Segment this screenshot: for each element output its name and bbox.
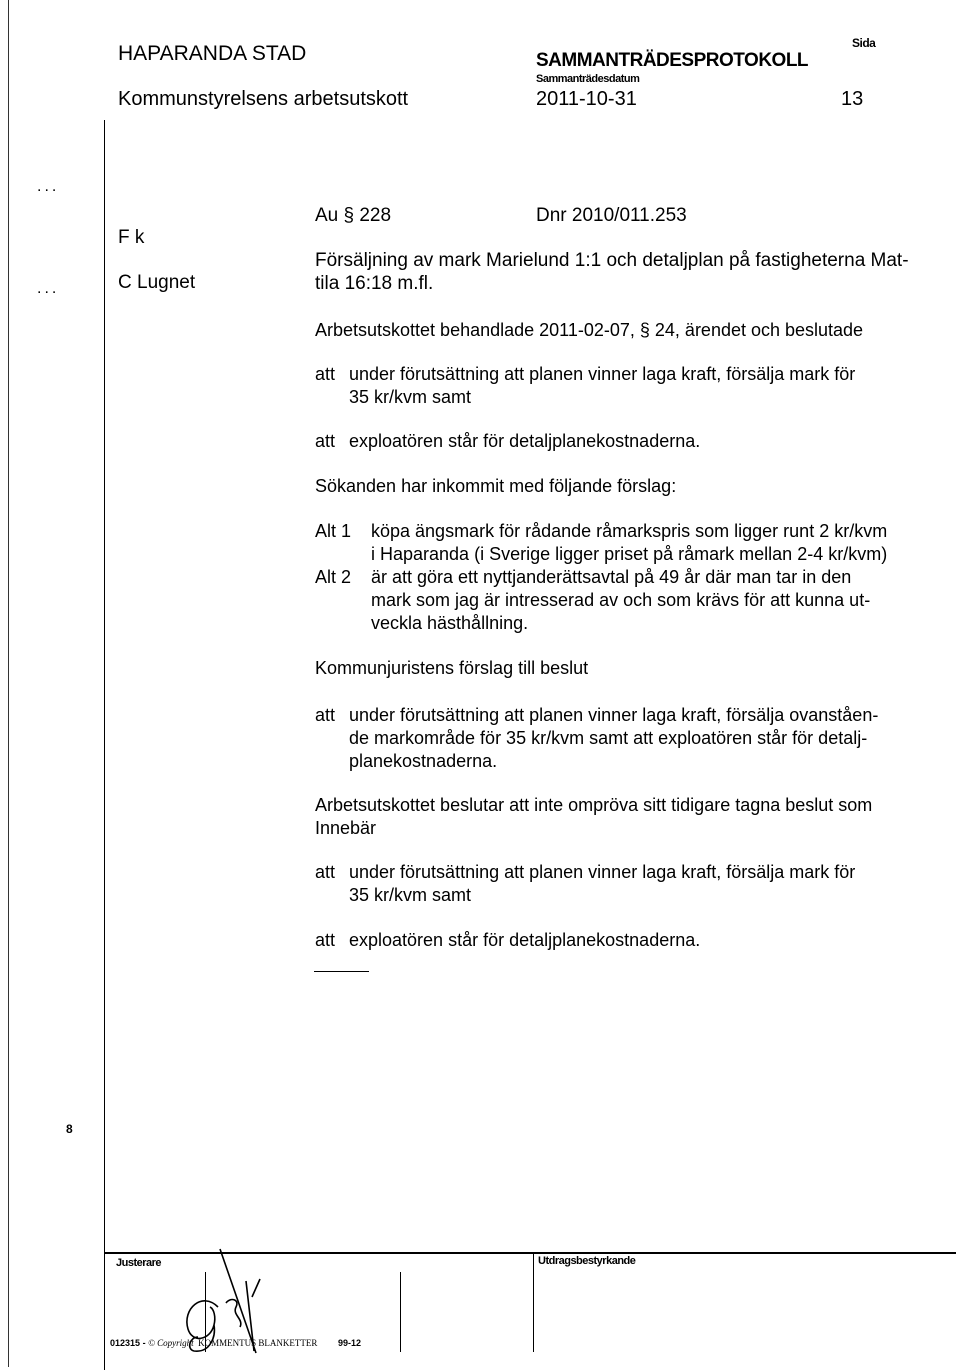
signature-mark [160,1225,270,1355]
paragraph-decision [315,794,872,840]
att-label: att [315,930,336,950]
decision-line: Arbetsutskottet beslutar att inte ompröva sitt tidigare tagna beslut som [315,795,873,815]
section-number: Au § 228 [315,205,392,226]
paragraph-applicant: Sökanden har inkommit med följande förslag: [315,476,677,496]
alt-label: Alt 1 [315,521,352,541]
decision-clause-2 [315,430,700,453]
alt-line: mark som jag är intresserad av och som krävs för att kunna ut- [371,590,871,610]
clause-line: exploatören står för detaljplanekostnaderna. [349,431,701,451]
page-edge-line [8,0,9,1367]
clause-line: under förutsättning att planen vinner laga kraft, försälja mark för [349,862,856,882]
decision-clause-1 [315,363,855,409]
final-clause-2 [315,929,700,952]
alt-label: Alt 2 [315,567,352,587]
end-rule [314,971,369,972]
att-label: att [315,862,336,882]
meeting-date: 2011-10-31 [536,88,637,110]
clause-line: under förutsättning att planen vinner laga kraft, försälja mark för [349,364,856,384]
margin-dots-bottom: ... [37,280,60,297]
recipient-fk: F k [118,227,145,248]
clause-text [345,861,855,907]
item-title-line2: tila 16:18 m.fl. [315,273,434,294]
margin-dots-top: ... [37,178,60,195]
att-label: att [315,364,336,384]
paragraph-previous-decision: Arbetsutskottet behandlade 2011-02-07, § 24, ärendet och beslutade [315,320,864,340]
footer-credits: 012315 - © Copyright KOMMENTUS BLANKETTER 99-12 [110,1338,361,1348]
clause-line: planekostnaderna. [349,751,498,771]
footer-divider-3 [533,1252,534,1352]
alt-line: köpa ängsmark för rådande råmarkspris som ligger runt 2 kr/kvm [371,521,888,541]
clause-text [345,704,878,773]
publisher: KOMMENTUS BLANKETTER [198,1338,318,1348]
alt-text [371,520,887,566]
footer-divider-2 [400,1272,401,1352]
utdrag-label: Utdragsbestyrkande [538,1255,636,1267]
alternative-2 [315,566,870,635]
copyright: © Copyright [148,1338,194,1348]
committee-name: Kommunstyrelsens arbetsutskott [118,88,409,110]
alt-line: veckla hästhållning. [371,613,529,633]
page-label: Sida [852,36,876,50]
clause-line: exploatören står för detaljplanekostnaderna. [349,930,701,950]
org-name: HAPARANDA STAD [118,42,307,65]
clause-line: de markområde för 35 kr/kvm samt att exploatören står för detalj- [349,728,868,748]
paragraph-legal-proposal: Kommunjuristens förslag till beslut [315,658,589,678]
alternative-1 [315,520,887,566]
att-label: att [315,431,336,451]
decision-line: Innebär [315,818,377,838]
margin-number: 8 [66,1122,73,1136]
margin-rule [104,120,105,1370]
clause-text [345,363,855,409]
clause-line: 35 kr/kvm samt [349,885,472,905]
alt-text [371,566,870,635]
form-number: 012315 [110,1338,141,1348]
final-clause-1 [315,861,855,907]
document-type: SAMMANTRÄDESPROTOKOLL [536,50,809,71]
justerare-label: Justerare [116,1257,162,1269]
clause-line: under förutsättning att planen vinner laga kraft, försälja ovanståen- [349,705,879,725]
diary-number: Dnr 2010/011.253 [536,205,687,226]
item-title-line1: Försäljning av mark Marielund 1:1 och detaljplan på fastigheterna Mat- [315,250,909,271]
clause-line: 35 kr/kvm samt [349,387,472,407]
legal-clause [315,704,878,773]
recipient-c-lugnet: C Lugnet [118,272,196,293]
page-number: 13 [841,88,864,110]
form-version: 99-12 [337,1338,361,1348]
alt-line: är att göra ett nyttjanderättsavtal på 49 år där man tar in den [371,567,852,587]
att-label: att [315,705,336,725]
date-label: Sammanträdesdatum [536,73,640,85]
alt-line: i Haparanda (i Sverige ligger priset på råmark mellan 2-4 kr/kvm) [371,544,888,564]
